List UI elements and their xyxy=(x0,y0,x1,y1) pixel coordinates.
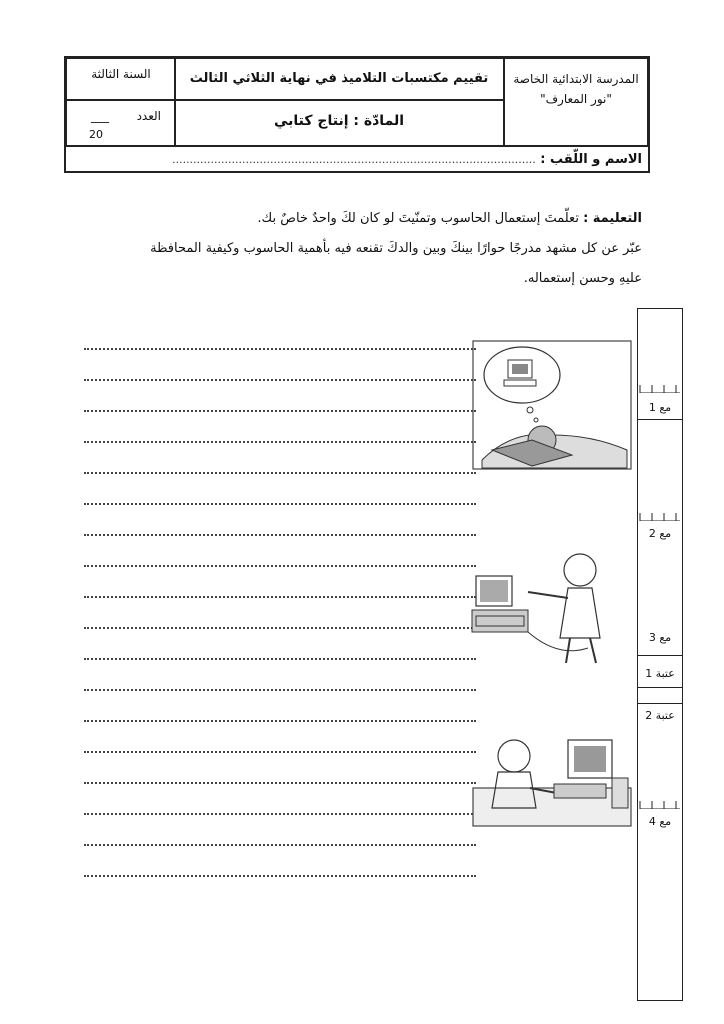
writing-line[interactable] xyxy=(84,813,476,815)
writing-line[interactable] xyxy=(84,782,476,784)
writing-line[interactable] xyxy=(84,844,476,846)
writing-line[interactable] xyxy=(84,379,476,381)
criterion-1-boxes[interactable] xyxy=(638,385,682,393)
school-name-cell xyxy=(504,58,648,146)
criterion-2-label: مع 2 xyxy=(648,527,672,540)
name-label: الاسم و اللّقب : xyxy=(540,152,642,167)
score-blank[interactable]: ___ xyxy=(91,109,109,123)
header-table xyxy=(64,56,650,173)
instruction-label: التعليمة : xyxy=(583,211,642,226)
writing-line[interactable] xyxy=(84,720,476,722)
score-label: العدد xyxy=(136,109,161,123)
writing-line[interactable] xyxy=(84,627,476,629)
name-field[interactable]: ........................................................................................................ xyxy=(172,153,536,166)
writing-line[interactable] xyxy=(84,534,476,536)
name-row xyxy=(66,146,648,173)
score-box xyxy=(66,100,176,146)
exam-title: تقييم مكتسبات التلاميذ في نهاية الثلاثي الثالث xyxy=(174,58,504,100)
grade-level: السنة الثالثة xyxy=(66,58,176,100)
criterion-1-label: مع 1 xyxy=(648,401,672,414)
writing-line[interactable] xyxy=(84,441,476,443)
writing-line[interactable] xyxy=(84,410,476,412)
writing-line[interactable] xyxy=(84,596,476,598)
writing-line[interactable] xyxy=(84,503,476,505)
writing-line[interactable] xyxy=(84,472,476,474)
writing-line[interactable] xyxy=(84,658,476,660)
school-line-1: المدرسة الابتدائية الخاصة xyxy=(513,72,639,86)
subject-label: المادّة : إنتاج كتابي xyxy=(174,100,504,146)
instruction-line-1: تعلّمتَ إستعمال الحاسوب وتمنّيتَ لو كان لكَ واحدٌ خاصٌ بك. xyxy=(257,211,579,226)
criterion-4-label: مع 4 xyxy=(648,815,672,828)
writing-line[interactable] xyxy=(84,875,476,877)
instruction-line-3: عليهِ وحسن إستعماله. xyxy=(523,271,642,286)
school-line-2: "نور المعارف" xyxy=(540,92,612,106)
writing-line[interactable] xyxy=(84,565,476,567)
threshold-1-label: عتبة 1 xyxy=(645,667,675,680)
instruction-line-2: عبّر عن كل مشهد مدرجًا حوارًا بينكَ وبين والدكَ تقنعه فيه بأهمية الحاسوب وكيفية المحافظة xyxy=(150,241,642,256)
grading-column xyxy=(637,308,683,1001)
dreaming-child-computer-illustration xyxy=(472,340,632,470)
score-total: 20 xyxy=(89,128,103,141)
writing-line[interactable] xyxy=(84,751,476,753)
criterion-4-boxes[interactable] xyxy=(638,801,682,809)
child-using-computer-illustration xyxy=(472,728,632,828)
writing-line[interactable] xyxy=(84,689,476,691)
father-pointing-computer-illustration xyxy=(468,548,616,668)
writing-line[interactable] xyxy=(84,348,476,350)
instruction-block xyxy=(42,204,642,294)
threshold-2-label: عتبة 2 xyxy=(645,709,675,722)
criterion-3-label: مع 3 xyxy=(648,631,672,644)
criterion-2-boxes[interactable] xyxy=(638,513,682,521)
